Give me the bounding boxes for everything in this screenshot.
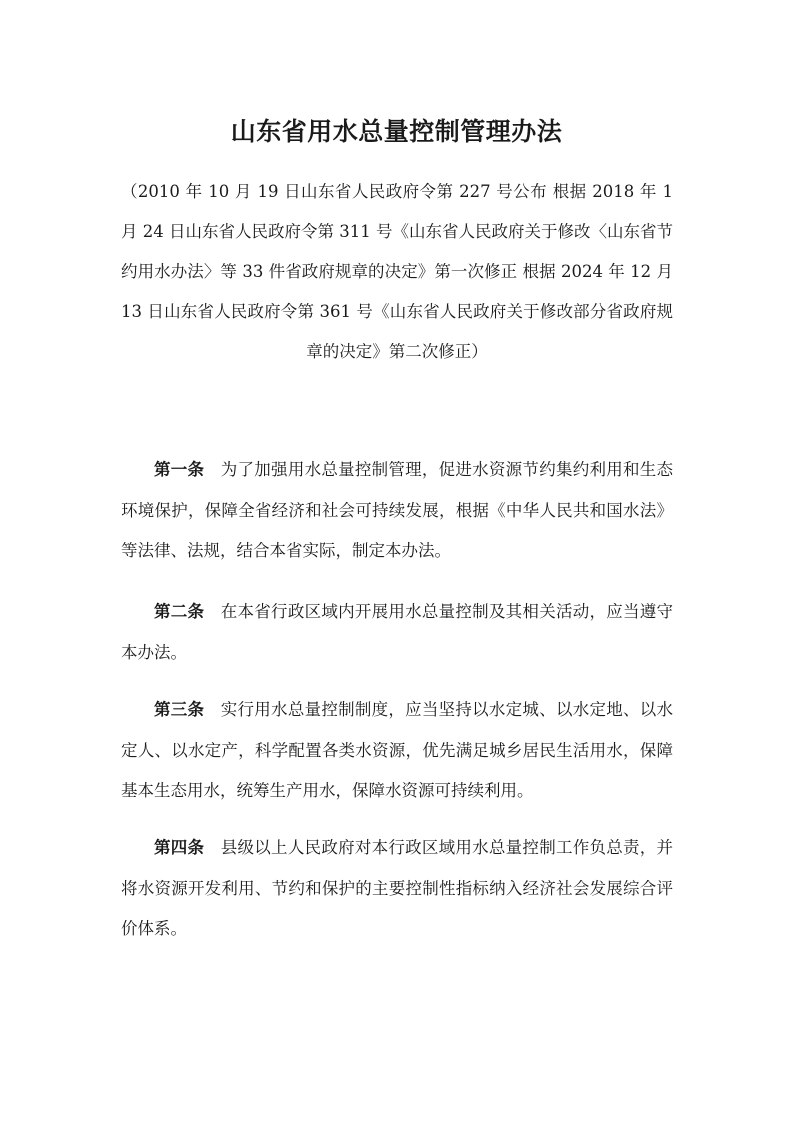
article-2: [121, 592, 673, 673]
document-revision-note: （2010 年 10 月 19 日山东省人民政府令第 227 号公布 根据 2018 年 1 月 24 日山东省人民政府令第 311 号《山东省人民政府关于修改〈山东省节约用水办法〉等 33 件省政府规章的决定》第一次修正 根据 2024 年 12 月 13 日山东省人民政府令第 361 号《山东省人民政府关于修改部分省政府规章的决定》第二次修正）: [121, 182, 673, 361]
article-1-label: 第一条: [154, 460, 205, 479]
article-3-text: 实行用水总量控制制度，应当坚持以水定城、以水定地、以水定人、以水定产，科学配置各类水资源，优先满足城乡居民生活用水，保障基本生态用水，统筹生产用水，保障水资源可持续利用。: [121, 700, 674, 800]
article-3: [121, 690, 673, 812]
article-4-label: 第四条: [154, 838, 205, 857]
article-4: [121, 828, 673, 950]
article-1: [121, 450, 673, 572]
article-1-text: 为了加强用水总量控制管理，促进水资源节约集约利用和生态环境保护，保障全省经济和社会可持续发展，根据《中华人民共和国水法》等法律、法规，结合本省实际，制定本办法。: [121, 460, 674, 560]
document-title: 山东省用水总量控制管理办法: [230, 117, 563, 146]
article-2-text: 在本省行政区域内开展用水总量控制及其相关活动，应当遵守本办法。: [121, 602, 674, 662]
article-2-label: 第二条: [154, 602, 205, 621]
article-4-text: 县级以上人民政府对本行政区域用水总量控制工作负总责，并将水资源开发利用、节约和保护的主要控制性指标纳入经济社会发展综合评价体系。: [121, 838, 674, 938]
article-3-label: 第三条: [154, 700, 205, 719]
